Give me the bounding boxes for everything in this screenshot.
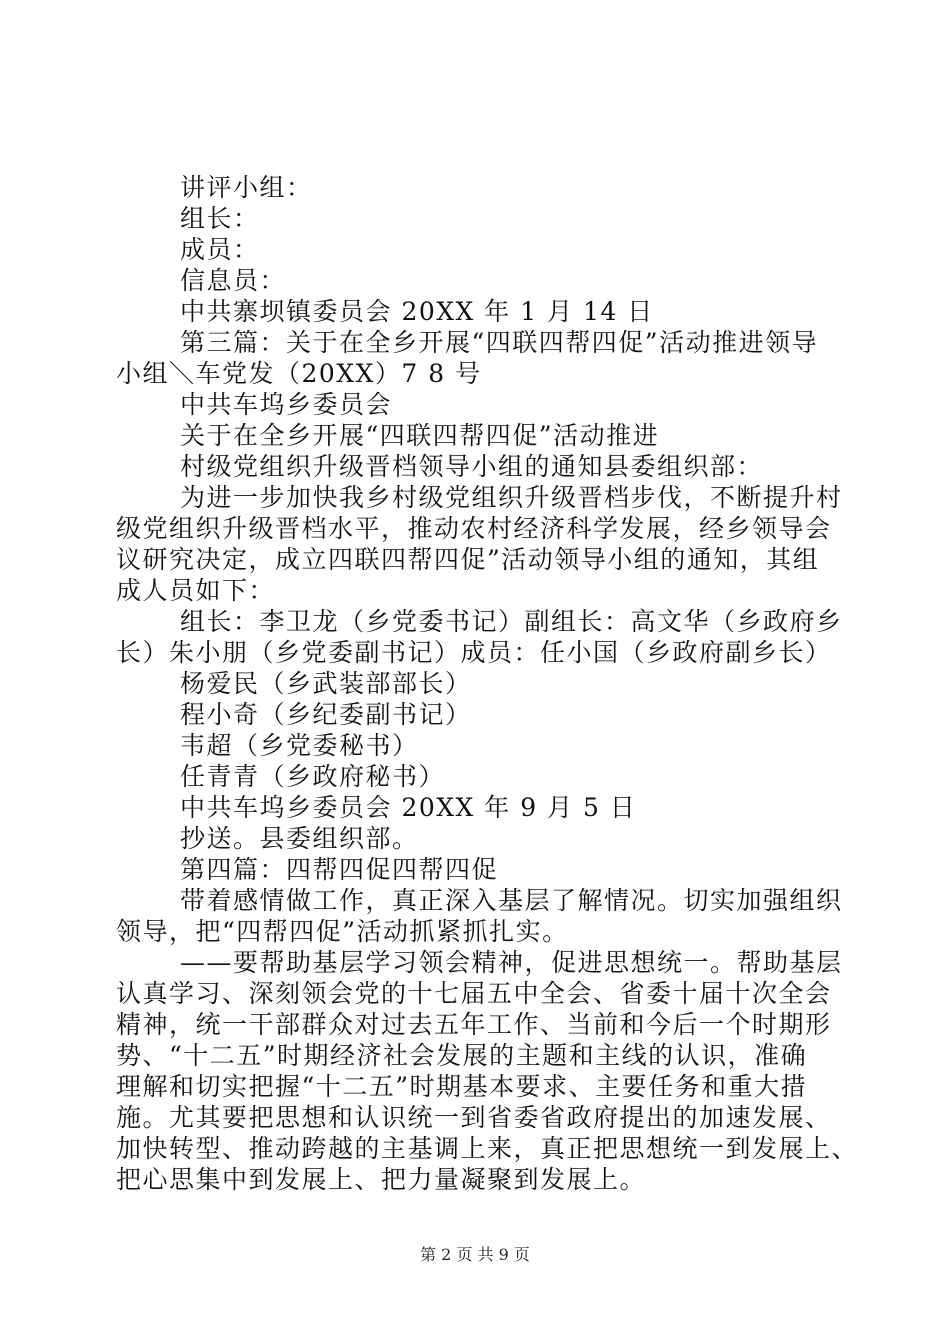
text-line: 议研究决定，成立四联四帮四促”活动领导小组的通知，其组 bbox=[116, 545, 820, 574]
text-line: 理解和切实把握“十二五”时期基本要求、主要任务和重大措 bbox=[116, 1072, 808, 1101]
text-line: 施。尤其要把思想和认识统一到省委省政府提出的加速发展、 bbox=[116, 1103, 832, 1132]
text-line: 加快转型、推动跨越的主基调上来，真正把思想统一到发展上、 bbox=[116, 1134, 859, 1163]
text-line: 杨爱民（乡武装部部长） bbox=[180, 669, 472, 698]
text-line: 带着感情做工作，真正深入基层了解情况。切实加强组织 bbox=[180, 886, 843, 915]
text-line: 组长：李卫龙（乡党委书记）副组长：高文华（乡政府乡 bbox=[180, 607, 843, 636]
text-line: 讲评小组： bbox=[180, 173, 313, 202]
text-line: 把心思集中到发展上、把力量凝聚到发展上。 bbox=[116, 1165, 647, 1194]
text-line: 领导，把“四帮四促”活动抓紧抓扎实。 bbox=[116, 917, 569, 946]
text-line: 认真学习、深刻领会党的十七届五中全会、省委十届十次全会 bbox=[116, 979, 832, 1008]
text-line: 中共寨坝镇委员会 20XX 年 1 月 14 日 bbox=[180, 297, 654, 326]
text-line: 关于在全乡开展“四联四帮四促”活动推进 bbox=[180, 421, 660, 450]
text-line: 抄送。县委组织部。 bbox=[180, 824, 419, 853]
text-line: ——要帮助基层学习领会精神，促进思想统一。帮助基层 bbox=[180, 948, 843, 977]
text-line: 中共车坞乡委员会 bbox=[180, 390, 393, 419]
document-body bbox=[116, 172, 859, 1195]
text-line: 组长： bbox=[180, 204, 260, 233]
text-line: 长）朱小朋（乡党委副书记）成员：任小国（乡政府副乡长） bbox=[116, 638, 832, 667]
text-line: 精神，统一干部群众对过去五年工作、当前和今后一个时期形 bbox=[116, 1010, 832, 1039]
text-line: 成员： bbox=[180, 235, 260, 264]
text-line: 小组＼车党发（20XX）7 8 号 bbox=[116, 359, 482, 388]
text-line: 任青青（乡政府秘书） bbox=[180, 762, 446, 791]
text-line: 中共车坞乡委员会 20XX 年 9 月 5 日 bbox=[180, 793, 637, 822]
page-footer: 第 2 页 共 9 页 bbox=[420, 1245, 530, 1264]
text-line: 成人员如下： bbox=[116, 576, 276, 605]
text-line: 第三篇：关于在全乡开展“四联四帮四促”活动推进领导 bbox=[180, 328, 819, 357]
text-line: 信息员： bbox=[180, 266, 287, 295]
text-line: 村级党组织升级晋档领导小组的通知县委组织部： bbox=[180, 452, 764, 481]
text-line: 为进一步加快我乡村级党组织升级晋档步伐，不断提升村 bbox=[180, 483, 843, 512]
text-line: 势、“十二五”时期经济社会发展的主题和主线的认识，准确 bbox=[116, 1041, 808, 1070]
text-line: 级党组织升级晋档水平，推动农村经济科学发展，经乡领导会 bbox=[116, 514, 832, 543]
text-line: 程小奇（乡纪委副书记） bbox=[180, 700, 472, 729]
text-line: 韦超（乡党委秘书） bbox=[180, 731, 419, 760]
text-line: 第四篇：四帮四促四帮四促 bbox=[180, 855, 499, 884]
